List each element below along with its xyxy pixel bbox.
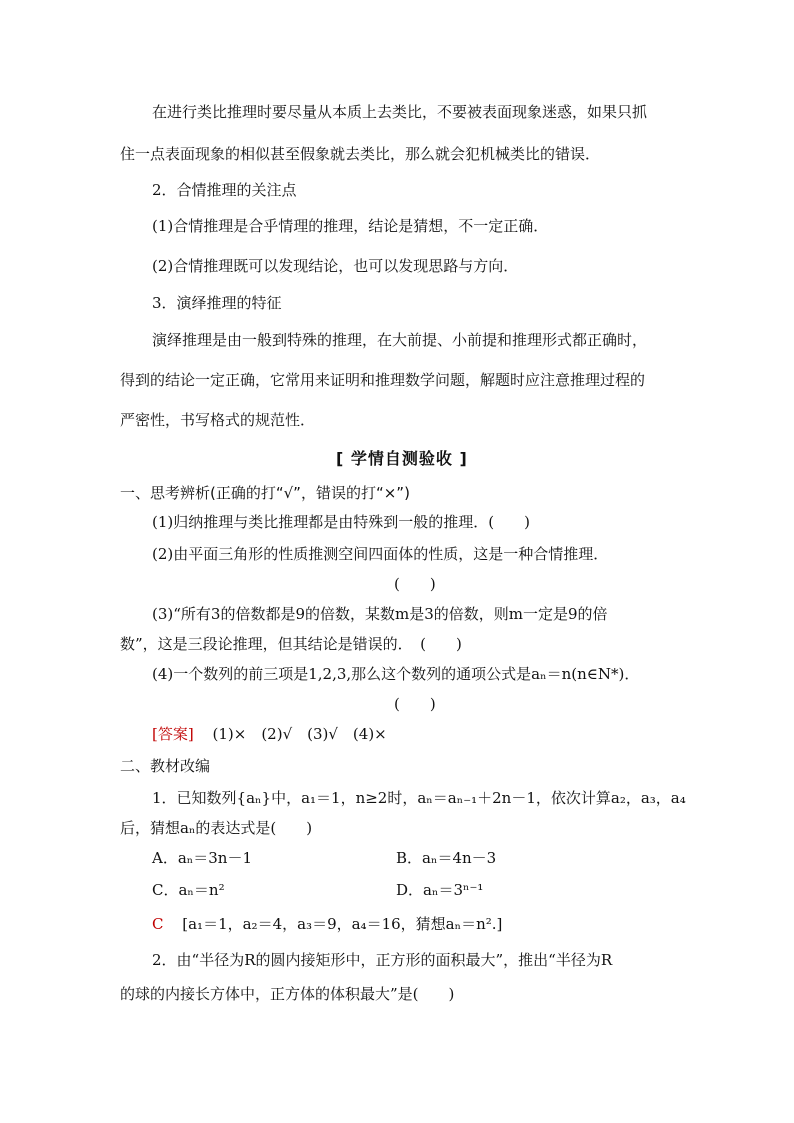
summary-heading-3: 3．演绎推理的特征 [152, 294, 282, 312]
summary-para1-line1: 在进行类比推理时要尽量从本质上去类比，不要被表面现象迷惑，如果只抓 [152, 103, 648, 121]
summary-heading-2: 2．合情推理的关注点 [152, 181, 297, 199]
part2-heading: 二、教材改编 [120, 757, 211, 775]
solution-line [152, 914, 502, 934]
problem-2-line2: 的球的内接长方体中，正方体的体积最大”是( ) [120, 985, 455, 1003]
question-2-answer-paren: ( ) [394, 575, 436, 593]
question-3-line1: (3)“所有3的倍数都是9的倍数，某数m是3的倍数，则m一定是9的倍 [152, 605, 608, 623]
question-1: (1)归纳推理与类比推理都是由特殊到一般的推理．( ) [152, 513, 530, 531]
option-b: B．aₙ＝4n－3 [396, 849, 497, 867]
answer-line [152, 724, 387, 744]
summary-para3-line2: 得到的结论一定正确，它常用来证明和推理数学问题，解题时应注意推理过程的 [120, 371, 646, 389]
question-4-line1: (4)一个数列的前三项是1,2,3,那么这个数列的通项公式是aₙ＝n(n∈N*)． [152, 665, 640, 683]
option-c: C．aₙ＝n² [152, 881, 225, 899]
section-title [336, 446, 468, 469]
section-title-right-bracket: ] [459, 449, 468, 468]
question-3-line2: 数”，这是三段论推理，但其结论是错误的． ( ) [120, 635, 462, 653]
problem-2-line1: 2．由“半径为R的圆内接矩形中，正方形的面积最大”，推出“半径为R [152, 951, 613, 969]
question-4-answer-paren: ( ) [394, 695, 436, 713]
question-2-line1: (2)由平面三角形的性质推测空间四面体的性质，这是一种合情推理． [152, 545, 609, 563]
answer-label: [答案] [152, 725, 194, 743]
option-d: D．aₙ＝3ⁿ⁻¹ [396, 881, 484, 899]
solution-text: [a₁＝1，a₂＝4，a₃＝9，a₄＝16，猜想aₙ＝n².] [182, 915, 503, 933]
problem-1-line2: 后，猜想aₙ的表达式是( ) [120, 819, 313, 837]
solution-letter: C [152, 915, 164, 933]
summary-para1-line2: 住一点表面现象的相似甚至假象就去类比，那么就会犯机械类比的错误． [120, 145, 601, 163]
option-a: A．aₙ＝3n－1 [152, 849, 253, 867]
section-title-left-bracket: [ [336, 449, 345, 468]
summary-item-2-1: (1)合情推理是合乎情理的推理，结论是猜想，不一定正确． [152, 217, 549, 235]
answer-text: (1)× (2)√ (3)√ (4)× [212, 725, 387, 743]
summary-para3-line3: 严密性，书写格式的规范性． [120, 411, 316, 429]
summary-para3-line1: 演绎推理是由一般到特殊的推理，在大前提、小前提和推理形式都正确时， [152, 331, 648, 349]
problem-1-line1: 1．已知数列{aₙ}中，a₁＝1，n≥2时，aₙ＝aₙ₋₁＋2n－1，依次计算a₂，a₃，a₄ [152, 789, 686, 807]
section-title-text: 学情自测验收 [350, 449, 453, 468]
summary-item-2-2: (2)合情推理既可以发现结论，也可以发现思路与方向． [152, 257, 519, 275]
part1-heading: 一、思考辨析(正确的打“√”，错误的打“×”) [120, 484, 410, 502]
